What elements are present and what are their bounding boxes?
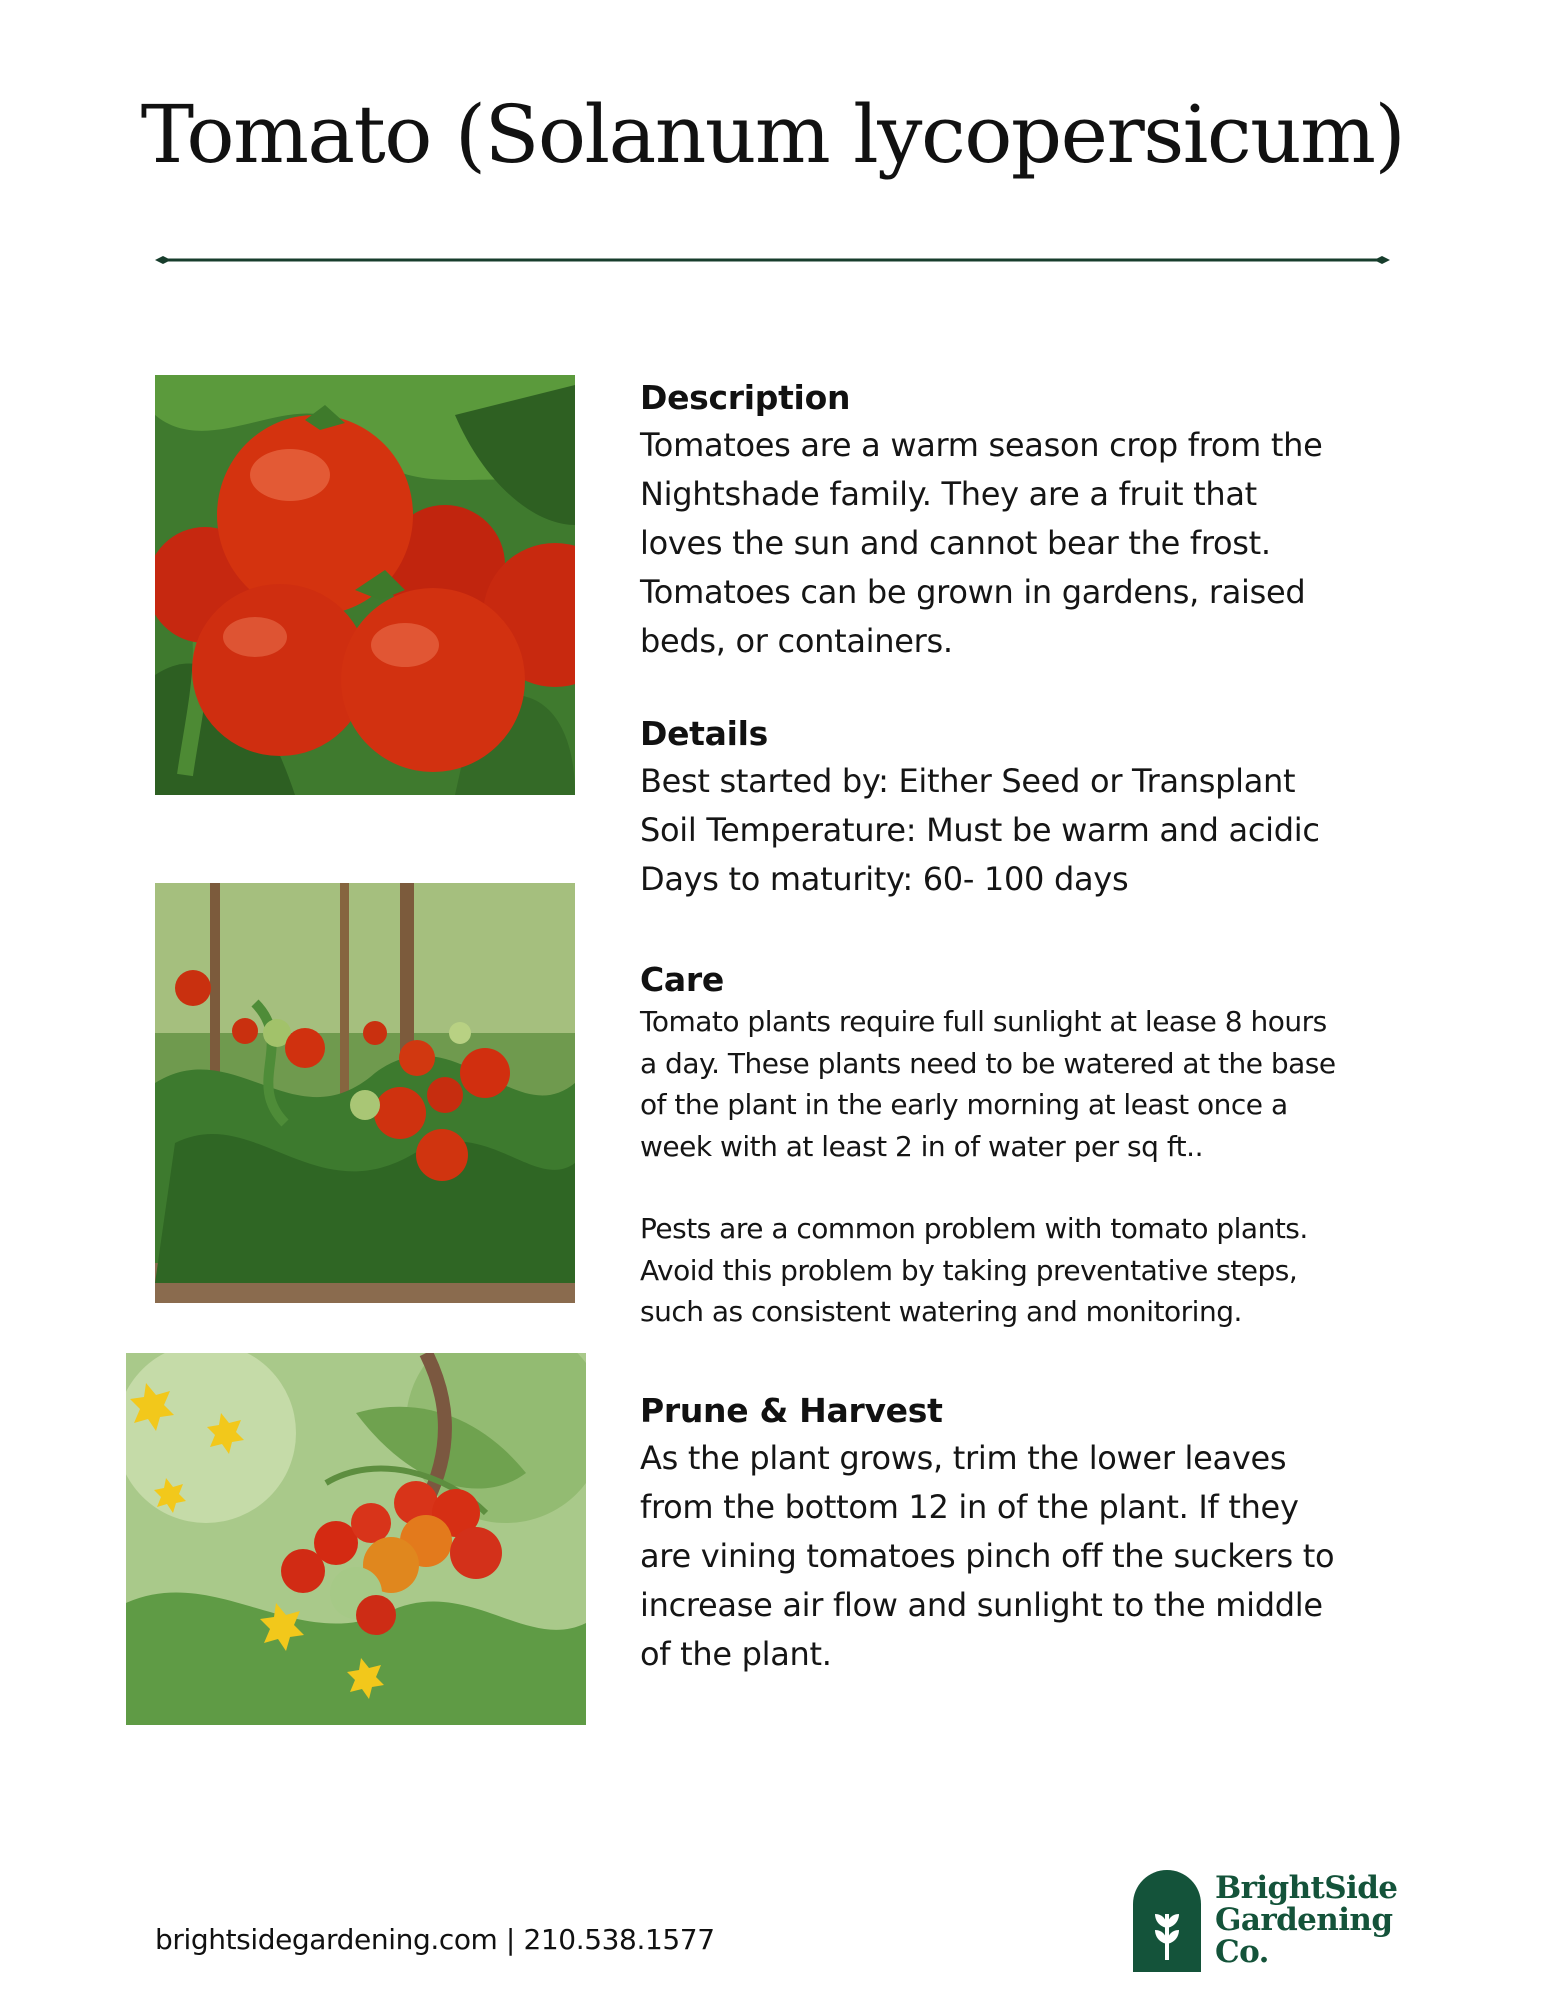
care-section: [640, 960, 1400, 1333]
care-heading: Care: [640, 960, 724, 999]
prune-line: of the plant.: [640, 1635, 832, 1673]
care-line: of the plant in the early morning at least once a: [640, 1088, 1288, 1121]
prune-harvest-heading: Prune & Harvest: [640, 1391, 943, 1430]
sprout-icon: [1133, 1870, 1201, 1972]
prune-line: from the bottom 12 in of the plant. If they: [640, 1488, 1299, 1526]
prune-line: are vining tomatoes pinch off the suckers to: [640, 1537, 1335, 1575]
description-line: loves the sun and cannot bear the frost.: [640, 524, 1271, 562]
tomato-flower-image: [126, 1353, 586, 1725]
description-line: beds, or containers.: [640, 622, 953, 660]
description-section: [640, 378, 1400, 666]
care-line: Avoid this problem by taking preventative steps,: [640, 1253, 1298, 1287]
care-line: Pests are a common problem with tomato plants.: [640, 1212, 1308, 1245]
care-line: a day. These plants need to be watered at the base: [640, 1046, 1336, 1080]
title-divider: [155, 250, 1390, 270]
description-body: [640, 421, 1400, 666]
tomato-plant-image: [155, 883, 575, 1303]
care-line: such as consistent watering and monitoring.: [640, 1295, 1242, 1328]
care-line: Tomato plants require full sunlight at lease 8 hours: [640, 1005, 1327, 1038]
details-line: Days to maturity: 60- 100 days: [640, 860, 1129, 898]
description-heading: Description: [640, 378, 851, 417]
logo-wordmark: [1215, 1872, 1397, 1968]
description-line: Nightshade family. They are a fruit that: [640, 475, 1257, 513]
tomato-cluster-image: [155, 375, 575, 795]
staked-tomato-plants-photo: [155, 883, 575, 1303]
prune-harvest-body: [640, 1434, 1400, 1679]
details-heading: Details: [640, 714, 768, 753]
brand-logo: [1133, 1870, 1403, 1975]
care-paragraph-2: [640, 1208, 1400, 1333]
details-line: Soil Temperature: Must be warm and acidic: [640, 811, 1320, 849]
details-line: Best started by: Either Seed or Transplant: [640, 762, 1296, 800]
page-title: Tomato (Solanum lycopersicum): [140, 88, 1405, 181]
description-line: Tomatoes are a warm season crop from the: [640, 426, 1323, 464]
description-line: Tomatoes can be grown in gardens, raised: [640, 573, 1306, 611]
ripe-tomatoes-photo: [155, 375, 575, 795]
care-line: week with at least 2 in of water per sq ft..: [640, 1129, 1203, 1163]
details-section: [640, 714, 1400, 904]
prune-line: increase air flow and sunlight to the middle: [640, 1586, 1323, 1624]
logo-line: Gardening: [1215, 1902, 1393, 1938]
care-paragraph-1: [640, 1001, 1400, 1167]
logo-line: Co.: [1215, 1934, 1269, 1970]
tomato-flowers-photo: [126, 1353, 586, 1725]
details-body: [640, 757, 1400, 904]
prune-line: As the plant grows, trim the lower leaves: [640, 1439, 1287, 1477]
logo-line: BrightSide: [1215, 1870, 1398, 1906]
footer-contact: brightsidegardening.com | 210.538.1577: [155, 1923, 715, 1956]
prune-harvest-section: [640, 1391, 1400, 1679]
